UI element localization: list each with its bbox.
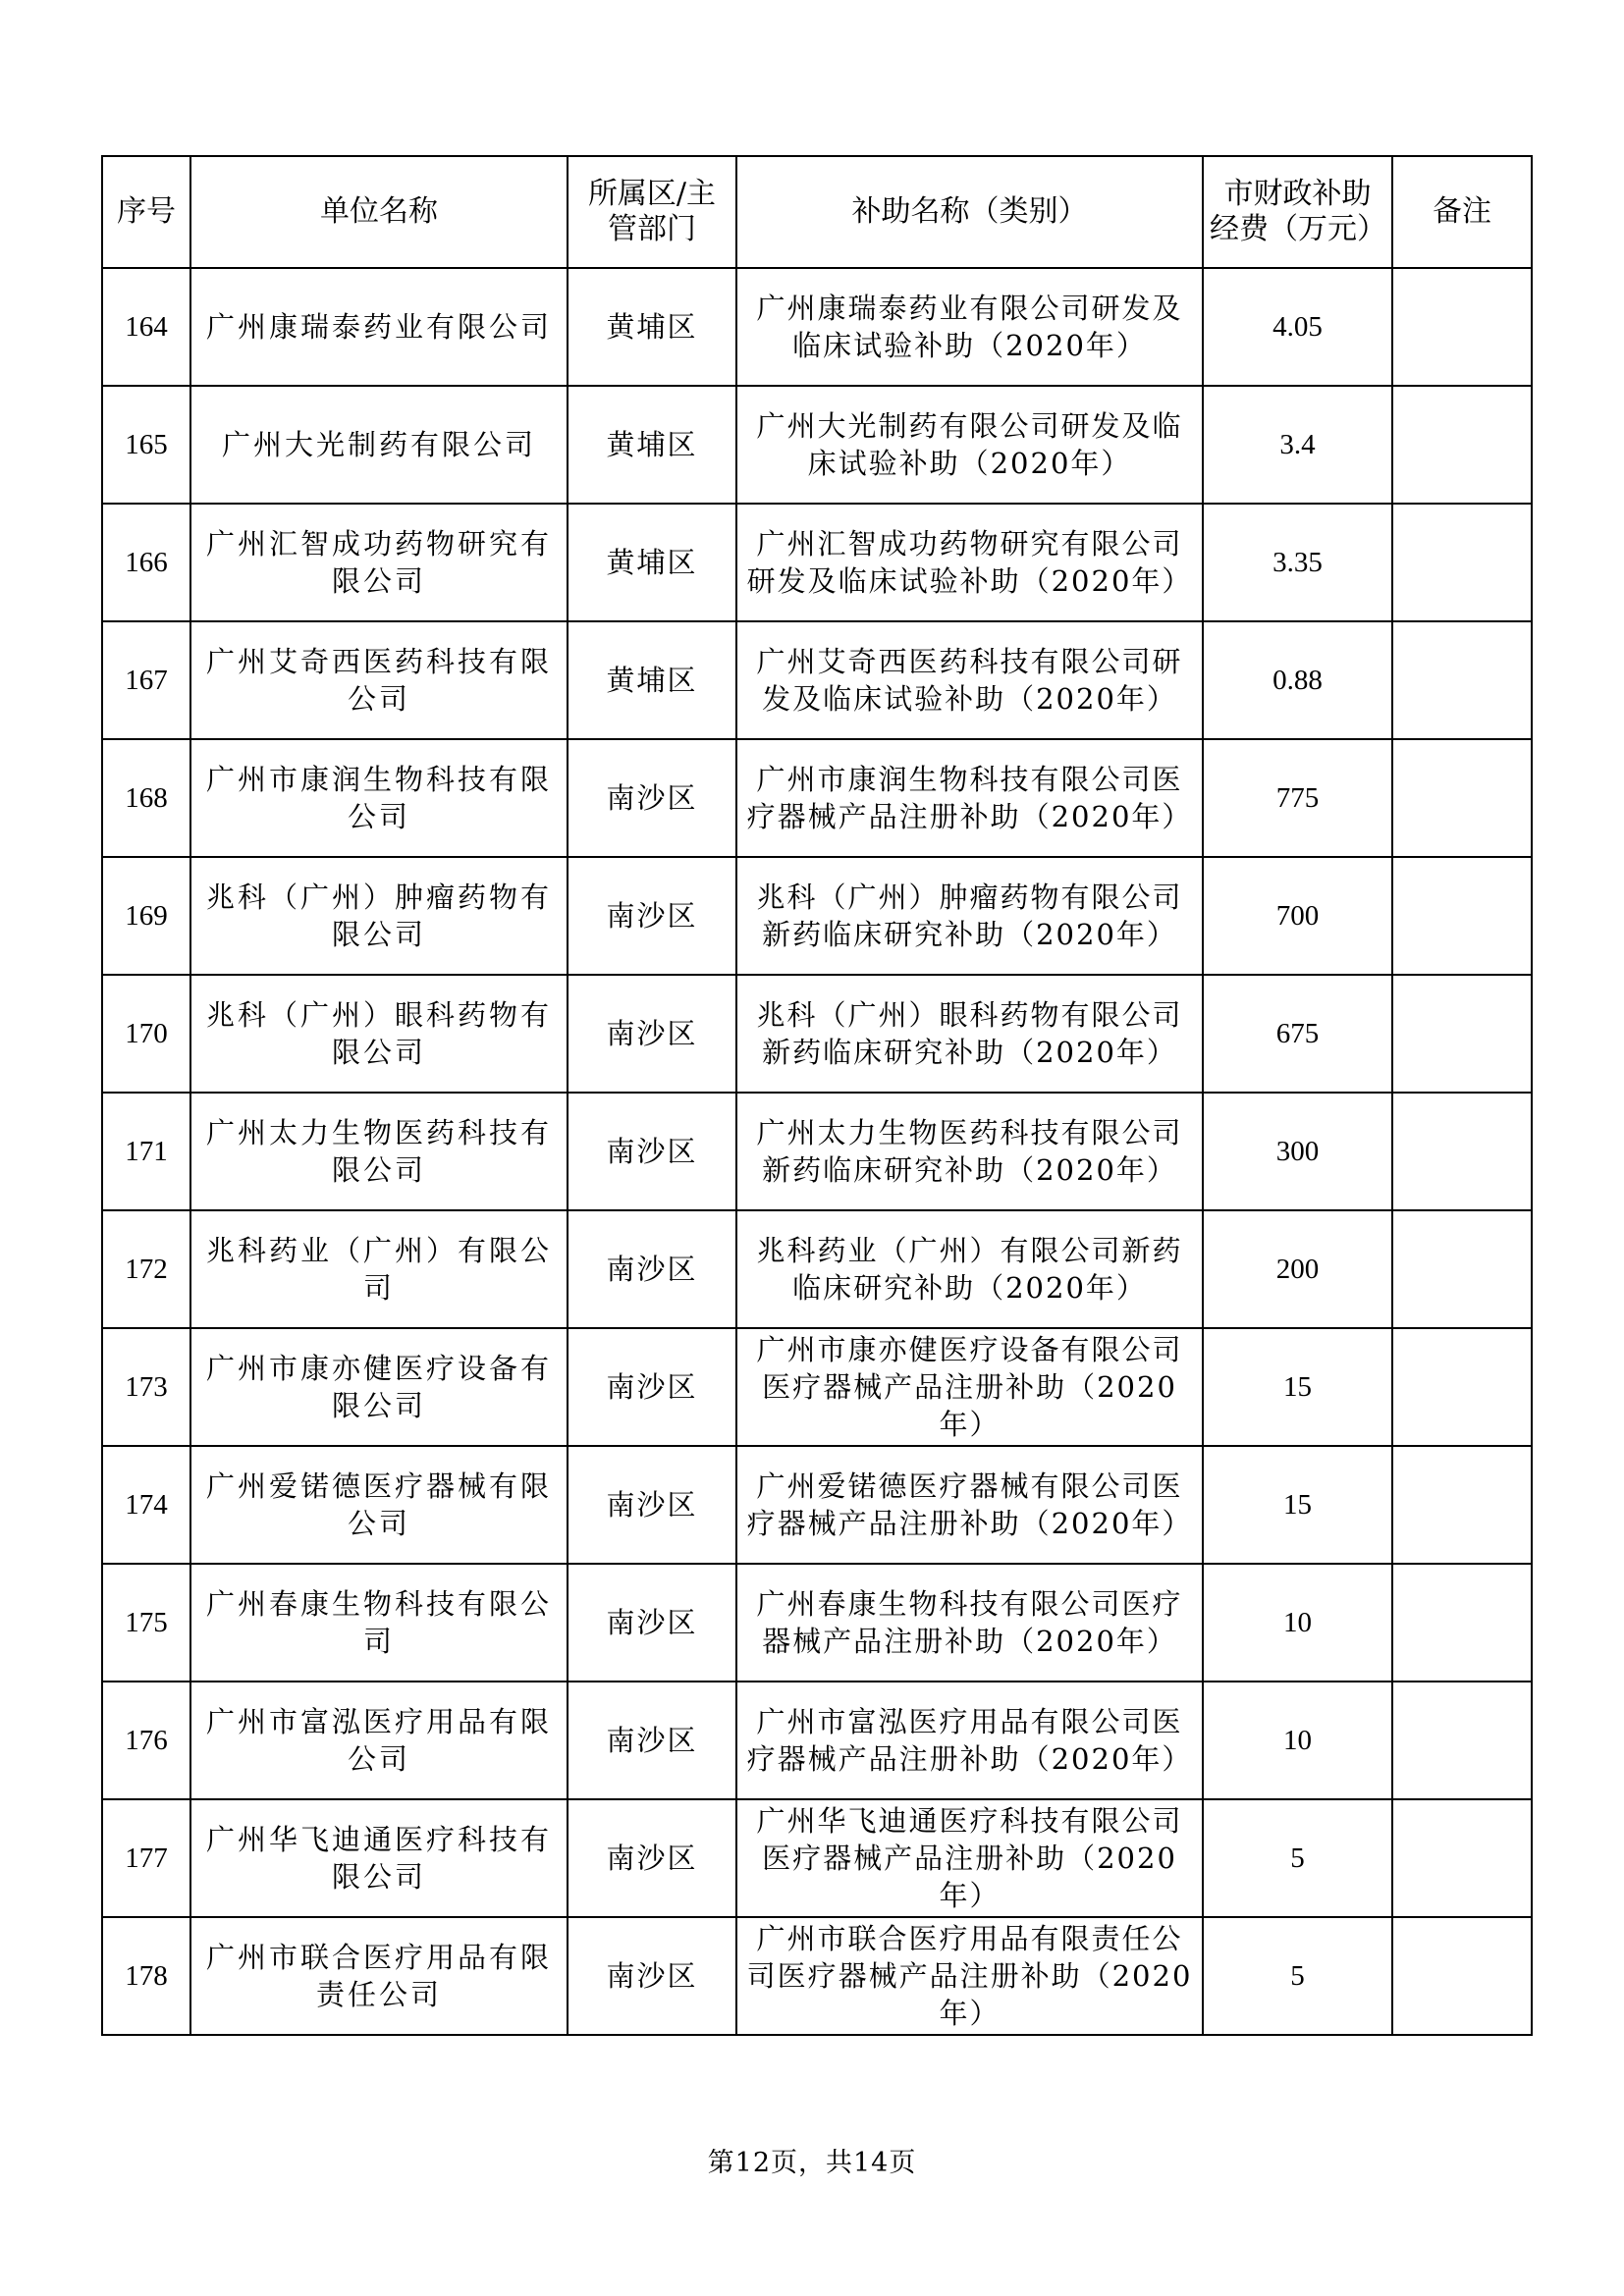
cell-amount: 10 xyxy=(1203,1682,1392,1799)
cell-subsidy-name: 兆科（广州）眼科药物有限公司新药临床研究补助（2020年） xyxy=(736,975,1203,1093)
cell-unit-name: 兆科药业（广州）有限公司 xyxy=(190,1210,568,1328)
cell-seq: 164 xyxy=(102,268,190,386)
header-subsidy-name: 补助名称（类别） xyxy=(736,156,1203,268)
cell-district: 南沙区 xyxy=(568,857,736,975)
cell-seq: 171 xyxy=(102,1093,190,1210)
cell-district: 南沙区 xyxy=(568,1446,736,1564)
cell-remarks xyxy=(1392,621,1532,739)
cell-subsidy-name: 广州爱锘德医疗器械有限公司医疗器械产品注册补助（2020年） xyxy=(736,1446,1203,1564)
cell-district: 南沙区 xyxy=(568,1917,736,2035)
cell-district: 南沙区 xyxy=(568,1682,736,1799)
cell-unit-name: 广州大光制药有限公司 xyxy=(190,386,568,504)
cell-remarks xyxy=(1392,857,1532,975)
cell-subsidy-name: 广州市富泓医疗用品有限公司医疗器械产品注册补助（2020年） xyxy=(736,1682,1203,1799)
cell-remarks xyxy=(1392,1328,1532,1446)
cell-unit-name: 广州艾奇西医药科技有限公司 xyxy=(190,621,568,739)
cell-district: 南沙区 xyxy=(568,739,736,857)
cell-seq: 177 xyxy=(102,1799,190,1917)
cell-subsidy-name: 广州市康润生物科技有限公司医疗器械产品注册补助（2020年） xyxy=(736,739,1203,857)
cell-seq: 166 xyxy=(102,504,190,621)
cell-unit-name: 广州市富泓医疗用品有限公司 xyxy=(190,1682,568,1799)
cell-amount: 775 xyxy=(1203,739,1392,857)
cell-amount: 200 xyxy=(1203,1210,1392,1328)
cell-district: 黄埔区 xyxy=(568,504,736,621)
cell-subsidy-name: 广州春康生物科技有限公司医疗器械产品注册补助（2020年） xyxy=(736,1564,1203,1682)
header-unit-name: 单位名称 xyxy=(190,156,568,268)
page-number-footer: 第12页，共14页 xyxy=(707,2148,917,2178)
cell-unit-name: 兆科（广州）眼科药物有限公司 xyxy=(190,975,568,1093)
cell-unit-name: 广州市联合医疗用品有限责任公司 xyxy=(190,1917,568,2035)
cell-subsidy-name: 广州汇智成功药物研究有限公司研发及临床试验补助（2020年） xyxy=(736,504,1203,621)
table-row xyxy=(102,857,1532,975)
cell-remarks xyxy=(1392,1799,1532,1917)
cell-district: 南沙区 xyxy=(568,1210,736,1328)
cell-unit-name: 广州市康亦健医疗设备有限公司 xyxy=(190,1328,568,1446)
cell-amount: 4.05 xyxy=(1203,268,1392,386)
table-row xyxy=(102,386,1532,504)
header-remarks: 备注 xyxy=(1392,156,1532,268)
table-row xyxy=(102,268,1532,386)
cell-amount: 3.35 xyxy=(1203,504,1392,621)
cell-district: 黄埔区 xyxy=(568,386,736,504)
cell-seq: 178 xyxy=(102,1917,190,2035)
table-row xyxy=(102,621,1532,739)
table-header-row xyxy=(102,156,1532,268)
cell-amount: 5 xyxy=(1203,1917,1392,2035)
table-row xyxy=(102,1799,1532,1917)
table-row xyxy=(102,1446,1532,1564)
cell-seq: 165 xyxy=(102,386,190,504)
cell-district: 南沙区 xyxy=(568,1799,736,1917)
cell-subsidy-name: 兆科（广州）肿瘤药物有限公司新药临床研究补助（2020年） xyxy=(736,857,1203,975)
cell-unit-name: 广州汇智成功药物研究有限公司 xyxy=(190,504,568,621)
cell-remarks xyxy=(1392,1093,1532,1210)
cell-amount: 675 xyxy=(1203,975,1392,1093)
cell-seq: 169 xyxy=(102,857,190,975)
table-row xyxy=(102,739,1532,857)
cell-unit-name: 广州康瑞泰药业有限公司 xyxy=(190,268,568,386)
cell-subsidy-name: 广州太力生物医药科技有限公司新药临床研究补助（2020年） xyxy=(736,1093,1203,1210)
cell-amount: 700 xyxy=(1203,857,1392,975)
cell-district: 南沙区 xyxy=(568,1328,736,1446)
cell-subsidy-name: 广州康瑞泰药业有限公司研发及临床试验补助（2020年） xyxy=(736,268,1203,386)
cell-amount: 3.4 xyxy=(1203,386,1392,504)
cell-seq: 176 xyxy=(102,1682,190,1799)
subsidy-table xyxy=(101,155,1533,2036)
table-row xyxy=(102,1328,1532,1446)
cell-amount: 5 xyxy=(1203,1799,1392,1917)
cell-seq: 168 xyxy=(102,739,190,857)
cell-remarks xyxy=(1392,1210,1532,1328)
cell-amount: 300 xyxy=(1203,1093,1392,1210)
cell-district: 南沙区 xyxy=(568,1093,736,1210)
cell-remarks xyxy=(1392,1564,1532,1682)
cell-subsidy-name: 广州市联合医疗用品有限责任公司医疗器械产品注册补助（2020年） xyxy=(736,1917,1203,2035)
cell-remarks xyxy=(1392,1682,1532,1799)
cell-district: 南沙区 xyxy=(568,975,736,1093)
cell-remarks xyxy=(1392,975,1532,1093)
table-row xyxy=(102,1564,1532,1682)
cell-remarks xyxy=(1392,1917,1532,2035)
cell-subsidy-name: 广州大光制药有限公司研发及临床试验补助（2020年） xyxy=(736,386,1203,504)
cell-subsidy-name: 广州市康亦健医疗设备有限公司医疗器械产品注册补助（2020年） xyxy=(736,1328,1203,1446)
table-body xyxy=(102,268,1532,2035)
cell-remarks xyxy=(1392,268,1532,386)
header-seq: 序号 xyxy=(102,156,190,268)
cell-remarks xyxy=(1392,504,1532,621)
table-row xyxy=(102,1093,1532,1210)
cell-seq: 170 xyxy=(102,975,190,1093)
cell-unit-name: 广州华飞迪通医疗科技有限公司 xyxy=(190,1799,568,1917)
header-amount: 市财政补助经费（万元） xyxy=(1203,156,1392,268)
table-row xyxy=(102,1210,1532,1328)
cell-unit-name: 广州太力生物医药科技有限公司 xyxy=(190,1093,568,1210)
cell-subsidy-name: 广州华飞迪通医疗科技有限公司医疗器械产品注册补助（2020年） xyxy=(736,1799,1203,1917)
cell-unit-name: 广州春康生物科技有限公司 xyxy=(190,1564,568,1682)
cell-amount: 0.88 xyxy=(1203,621,1392,739)
cell-remarks xyxy=(1392,739,1532,857)
cell-amount: 10 xyxy=(1203,1564,1392,1682)
table-row xyxy=(102,1682,1532,1799)
cell-seq: 173 xyxy=(102,1328,190,1446)
cell-subsidy-name: 广州艾奇西医药科技有限公司研发及临床试验补助（2020年） xyxy=(736,621,1203,739)
cell-unit-name: 广州爱锘德医疗器械有限公司 xyxy=(190,1446,568,1564)
cell-district: 黄埔区 xyxy=(568,621,736,739)
cell-unit-name: 广州市康润生物科技有限公司 xyxy=(190,739,568,857)
cell-remarks xyxy=(1392,386,1532,504)
table-row xyxy=(102,1917,1532,2035)
table-row xyxy=(102,975,1532,1093)
cell-district: 南沙区 xyxy=(568,1564,736,1682)
cell-seq: 172 xyxy=(102,1210,190,1328)
cell-seq: 167 xyxy=(102,621,190,739)
cell-seq: 174 xyxy=(102,1446,190,1564)
table-row xyxy=(102,504,1532,621)
cell-remarks xyxy=(1392,1446,1532,1564)
cell-seq: 175 xyxy=(102,1564,190,1682)
cell-district: 黄埔区 xyxy=(568,268,736,386)
header-district: 所属区/主管部门 xyxy=(568,156,736,268)
cell-amount: 15 xyxy=(1203,1446,1392,1564)
cell-subsidy-name: 兆科药业（广州）有限公司新药临床研究补助（2020年） xyxy=(736,1210,1203,1328)
cell-unit-name: 兆科（广州）肿瘤药物有限公司 xyxy=(190,857,568,975)
cell-amount: 15 xyxy=(1203,1328,1392,1446)
